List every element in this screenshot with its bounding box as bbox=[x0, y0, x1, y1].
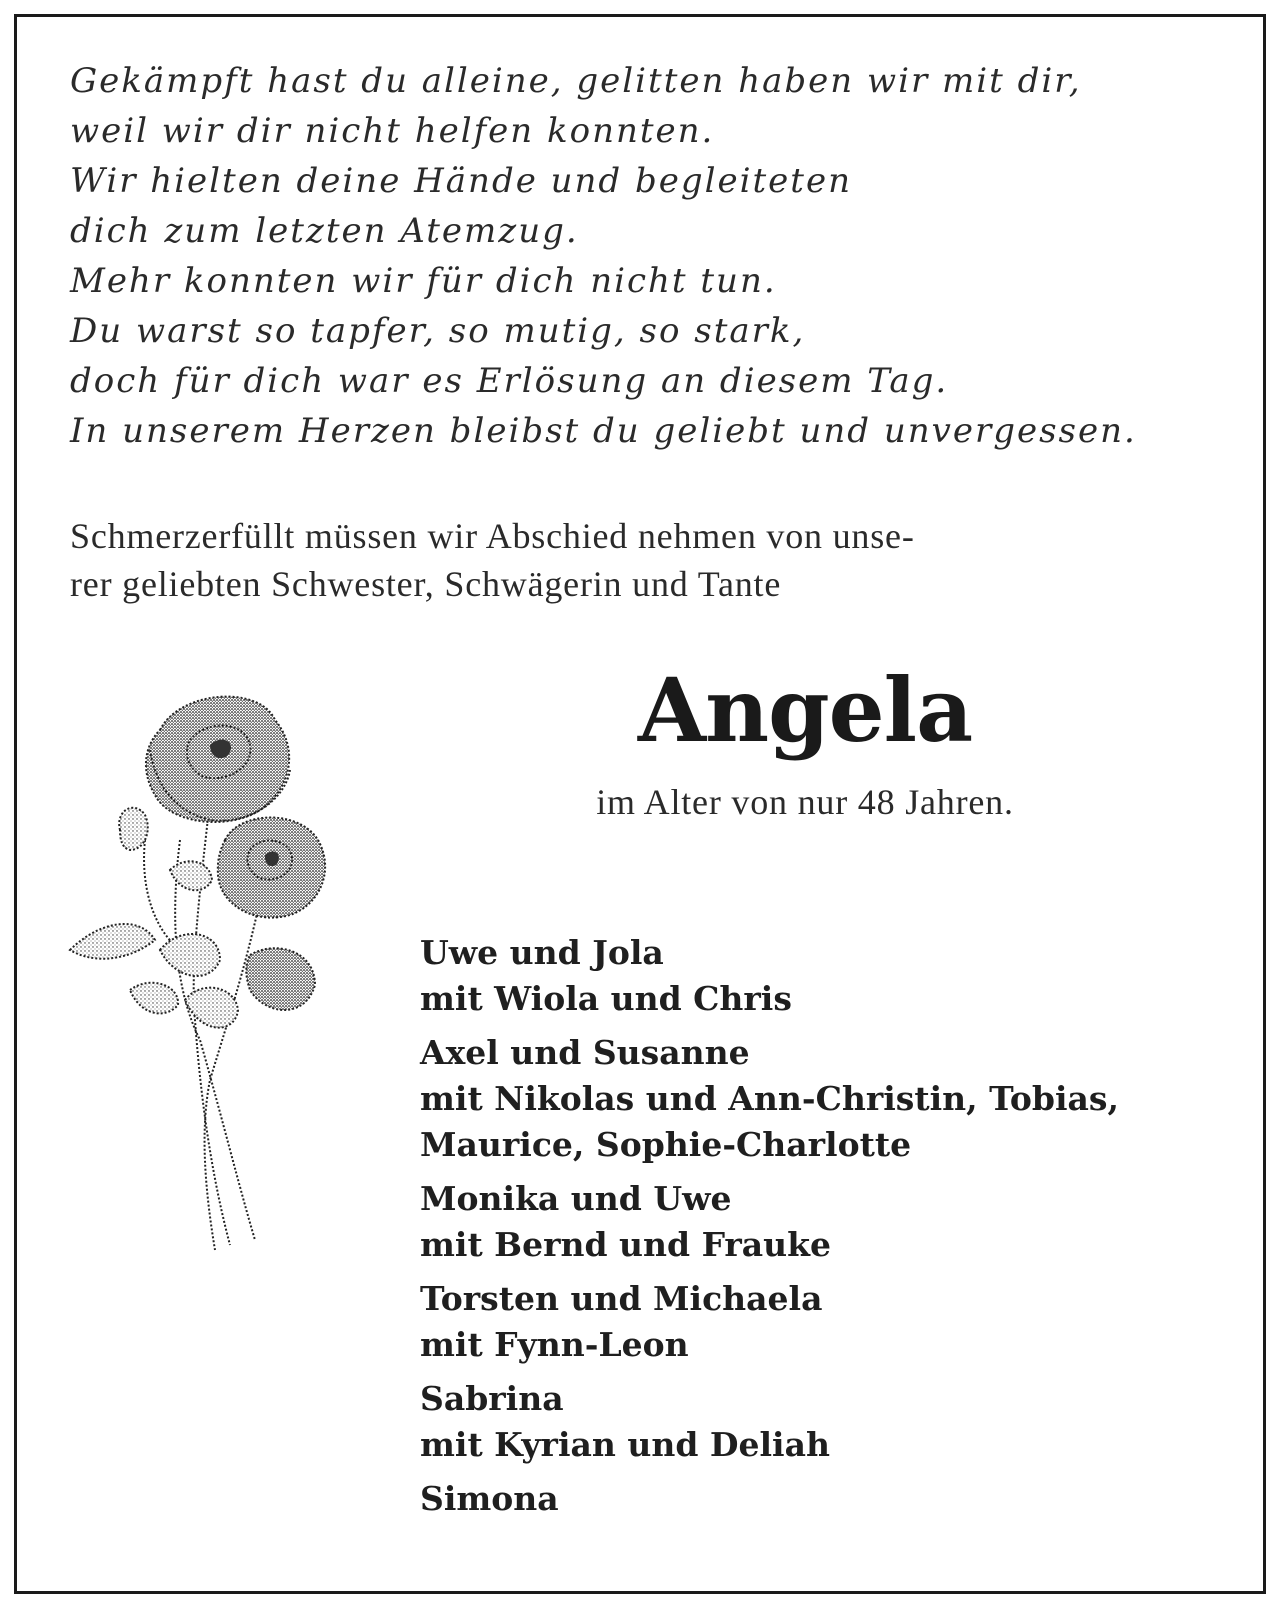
mourner-line: Monika und Uwe bbox=[420, 1179, 732, 1218]
mourner-line: Torsten und Michaela bbox=[420, 1279, 823, 1318]
mourner-line: mit Bernd und Frauke bbox=[420, 1225, 832, 1264]
mourner-line: Maurice, Sophie-Charlotte bbox=[420, 1125, 912, 1164]
poem-line: Du warst so tapfer, so mutig, so stark, bbox=[70, 311, 806, 351]
poem-line: weil wir dir nicht helfen konnten. bbox=[70, 111, 715, 151]
family-group bbox=[420, 1276, 1240, 1368]
intro-line: Schmerzerfüllt müssen wir Abschied nehmen von unse- bbox=[70, 516, 915, 556]
mourner-line: mit Nikolas und Ann-Christin, Tobias, bbox=[420, 1079, 1119, 1118]
rose-illustration bbox=[60, 690, 360, 1290]
poem-line: dich zum letzten Atemzug. bbox=[70, 211, 579, 251]
family-group bbox=[420, 1030, 1240, 1168]
poem-line: In unserem Herzen bleibst du geliebt und unvergessen. bbox=[70, 411, 1137, 451]
poem-line: doch für dich war es Erlösung an diesem Tag. bbox=[70, 361, 949, 401]
mourner-line: Sabrina bbox=[420, 1379, 564, 1418]
mourner-line: mit Wiola und Chris bbox=[420, 979, 792, 1018]
mourner-line: Uwe und Jola bbox=[420, 933, 664, 972]
deceased-name: Angela bbox=[637, 658, 973, 762]
age-text: im Alter von nur 48 Jahren. bbox=[596, 782, 1014, 822]
mourner-line: Simona bbox=[420, 1479, 559, 1518]
intro-line: rer geliebten Schwester, Schwägerin und Tante bbox=[70, 564, 782, 604]
family-group bbox=[420, 1376, 1240, 1468]
poem bbox=[70, 56, 1220, 456]
poem-line: Mehr konnten wir für dich nicht tun. bbox=[70, 261, 777, 301]
intro-text bbox=[70, 512, 1220, 608]
poem-line: Gekämpft hast du alleine, gelitten haben wir mit dir, bbox=[70, 61, 1082, 101]
mourner-line: mit Fynn-Leon bbox=[420, 1325, 689, 1364]
mourners-list bbox=[420, 930, 1240, 1530]
poem-line: Wir hielten deine Hände und begleiteten bbox=[70, 161, 852, 201]
family-group bbox=[420, 930, 1240, 1022]
family-group bbox=[420, 1476, 1240, 1522]
family-group bbox=[420, 1176, 1240, 1268]
mourner-line: mit Kyrian und Deliah bbox=[420, 1425, 830, 1464]
mourner-line: Axel und Susanne bbox=[420, 1033, 750, 1072]
